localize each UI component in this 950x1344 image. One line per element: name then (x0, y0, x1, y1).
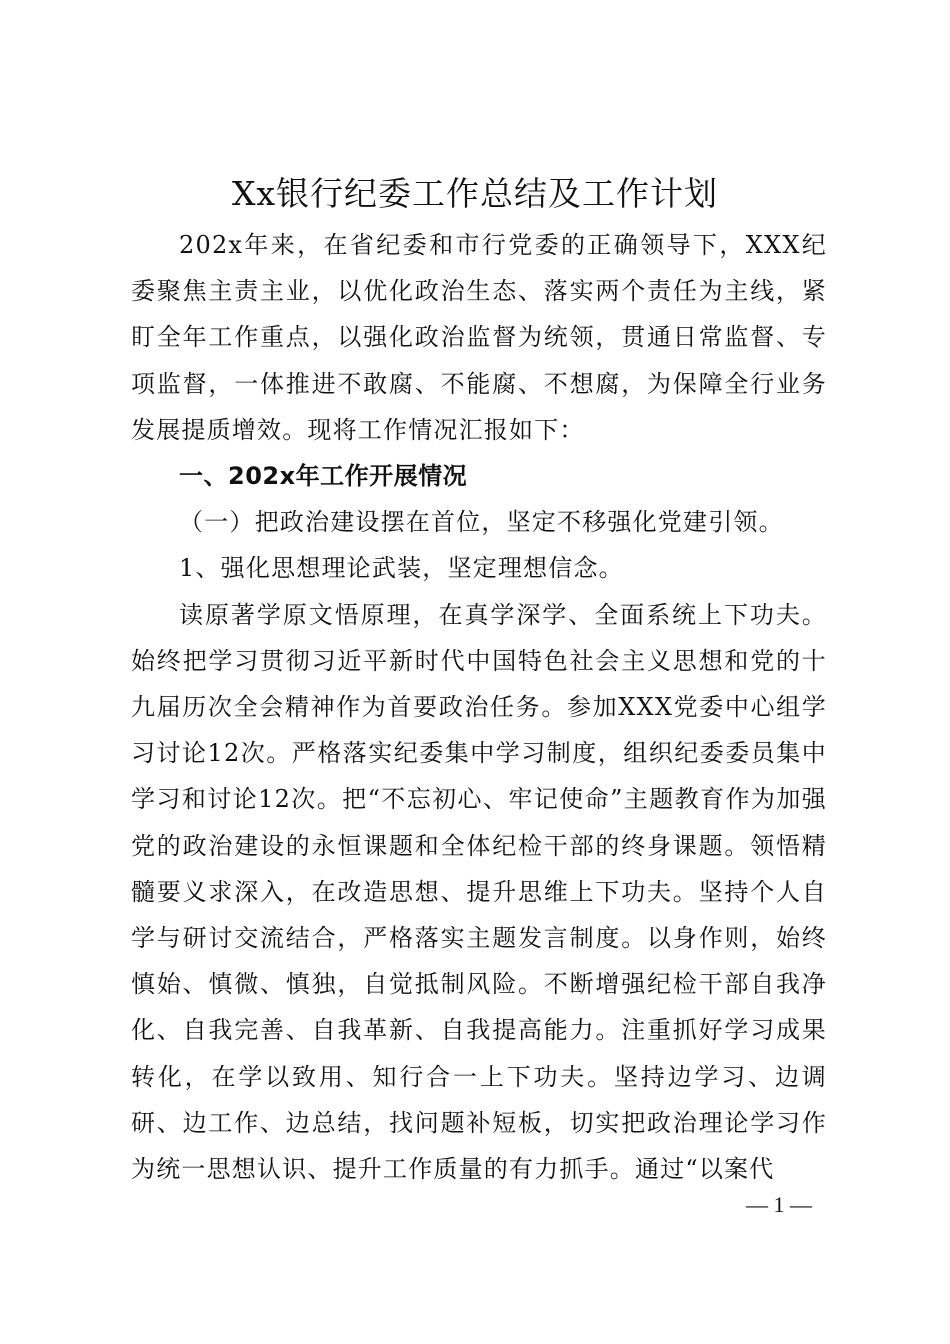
body-paragraph: 读原著学原文悟原理，在真学深学、全面系统上下功夫。始终把学习贯彻习近平新时代中国特色社会主义思想和党的十九届历次全会精神作为首要政治任务。参加XXX党委中心组学习讨论12次。严格落实纪委集中学习制度，组织纪委委员集中学习和讨论12次。把“不忘初心、牢记使命”主题教育作为加强党的政治建设的永恒课题和全体纪检干部的终身课题。领悟精髓要义求深入，在改造思想、提升思维上下功夫。坚持个人自学与研讨交流结合，严格落实主题发言制度。以身作则，始终慎始、慎微、慎独，自觉抵制风险。不断增强纪检干部自我净化、自我完善、自我革新、自我提高能力。注重抓好学习成果转化，在学以致用、知行合一上下功夫。坚持边学习、边调研、边工作、边总结，找问题补短板，切实把政治理论学习作为统一思想认识、提升工作质量的有力抓手。通过“以案代 (131, 600, 827, 1184)
section-heading: 一、202x年工作开展情况 (179, 462, 468, 491)
page-number: — 1 — (746, 1192, 812, 1217)
document-title: Xx银行纪委工作总结及工作计划 (231, 174, 719, 213)
intro-paragraph: 202x年来，在省纪委和市行党委的正确领导下，XXX纪委聚焦主责主业，以优化政治生态、落实两个责任为主线，紧盯全年工作重点，以强化政治监督为统领，贯通日常监督、专项监督，一体推进不敢腐、不能腐、不想腐，为保障全行业务发展提质增效。现将工作情况汇报如下： (131, 231, 827, 444)
subsection-heading: （一）把政治建设摆在首位，坚定不移强化党建引领。 (179, 508, 784, 537)
document-page (131, 166, 827, 1192)
item-heading: 1、强化思想理论武装，坚定理想信念。 (179, 554, 624, 583)
